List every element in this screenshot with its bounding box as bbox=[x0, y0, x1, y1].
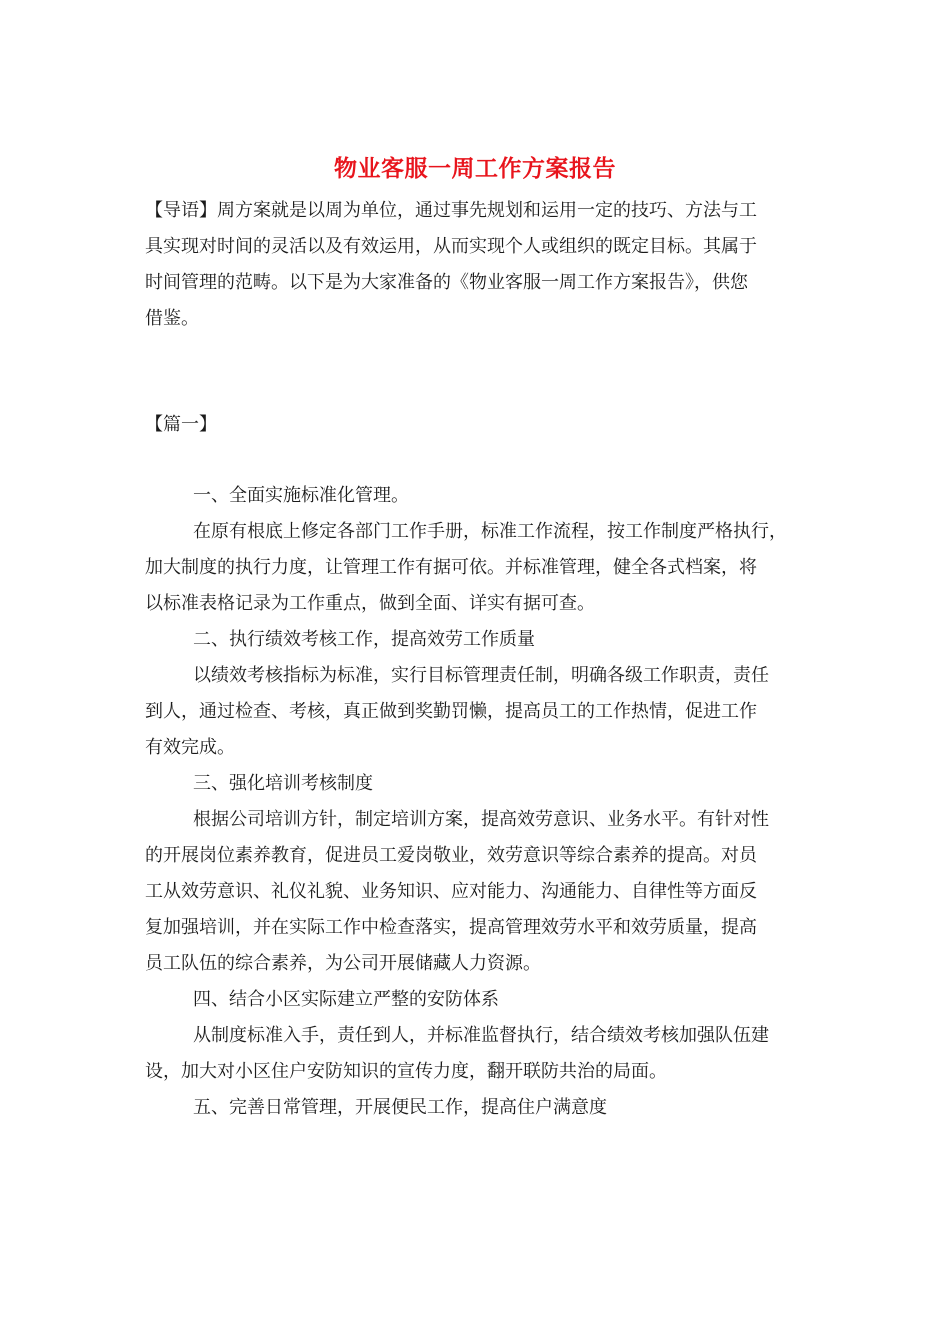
intro-line: 具实现对时间的灵活以及有效运用，从而实现个人或组织的既定目标。其属于 bbox=[145, 236, 757, 257]
section-tag: 【篇一】 bbox=[145, 414, 217, 435]
body-line: 三、强化培训考核制度 bbox=[193, 773, 373, 794]
body-line: 工从效劳意识、礼仪礼貌、业务知识、应对能力、沟通能力、自律性等方面反 bbox=[145, 881, 757, 902]
body-line: 四、结合小区实际建立严整的安防体系 bbox=[193, 989, 499, 1010]
body-line: 到人，通过检查、考核，真正做到奖勤罚懒，提高员工的工作热情，促进工作 bbox=[145, 701, 757, 722]
body-text bbox=[145, 478, 825, 1126]
body-line: 一、全面实施标准化管理。 bbox=[193, 485, 409, 506]
body-line: 五、完善日常管理，开展便民工作，提高住户满意度 bbox=[193, 1097, 607, 1118]
body-line: 加大制度的执行力度，让管理工作有据可依。并标准管理，健全各式档案，将 bbox=[145, 557, 757, 578]
body-line: 的开展岗位素养教育，促进员工爱岗敬业，效劳意识等综合素养的提高。对员 bbox=[145, 845, 757, 866]
body-line: 在原有根底上修定各部门工作手册，标准工作流程，按工作制度严格执行， bbox=[193, 521, 787, 542]
intro-paragraph bbox=[145, 193, 805, 337]
body-line: 设，加大对小区住户安防知识的宣传力度，翻开联防共治的局面。 bbox=[145, 1061, 667, 1082]
body-line: 员工队伍的综合素养，为公司开展储藏人力资源。 bbox=[145, 953, 541, 974]
intro-line: 时间管理的范畴。以下是为大家准备的《物业客服一周工作方案报告》，供您 bbox=[145, 272, 748, 293]
body-line: 根据公司培训方针，制定培训方案，提高效劳意识、业务水平。有针对性 bbox=[193, 809, 769, 830]
body-line: 以绩效考核指标为标准，实行目标管理责任制，明确各级工作职责，责任 bbox=[193, 665, 769, 686]
body-line: 以标准表格记录为工作重点，做到全面、详实有据可查。 bbox=[145, 593, 595, 614]
body-line: 有效完成。 bbox=[145, 737, 235, 758]
body-line: 复加强培训，并在实际工作中检查落实，提高管理效劳水平和效劳质量，提高 bbox=[145, 917, 757, 938]
intro-line: 借鉴。 bbox=[145, 308, 199, 329]
intro-line: 【导语】周方案就是以周为单位，通过事先规划和运用一定的技巧、方法与工 bbox=[145, 200, 757, 221]
document-title: 物业客服一周工作方案报告 bbox=[334, 155, 616, 182]
body-line: 从制度标准入手，责任到人，并标准监督执行，结合绩效考核加强队伍建 bbox=[193, 1025, 769, 1046]
body-line: 二、执行绩效考核工作，提高效劳工作质量 bbox=[193, 629, 535, 650]
